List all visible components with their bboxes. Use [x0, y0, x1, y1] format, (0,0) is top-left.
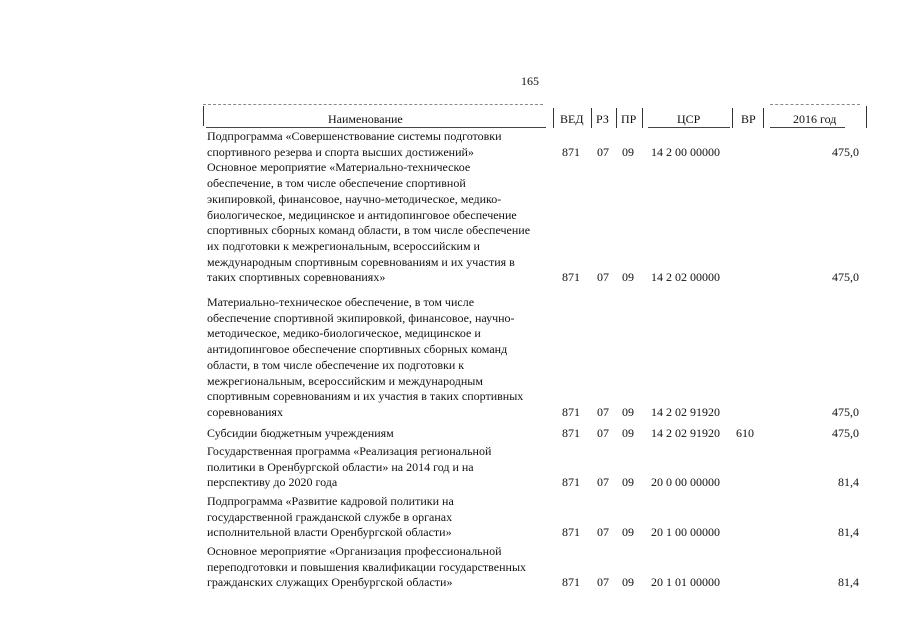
header-name: Наименование	[328, 112, 403, 126]
row-name-line: антидопинговое обеспечение спортивных сборных команд	[207, 342, 508, 357]
row-name-line: политики в Оренбургской области» на 2014 год и на	[207, 459, 474, 474]
row-csr: 20 1 01 00000	[651, 575, 720, 590]
row-name-line: биологическое, медицинское и антидопинговое обеспечение	[207, 207, 517, 222]
table-row	[0, 129, 905, 160]
row-name-line: исполнительной власти Оренбургской области»	[207, 525, 452, 540]
row-pr: 09	[622, 475, 634, 490]
header-csr: ЦСР	[677, 112, 701, 126]
header-rz: РЗ	[596, 112, 609, 126]
row-name-line: таких спортивных соревнованиях»	[207, 270, 386, 285]
table-row	[0, 444, 905, 491]
row-name-line: Основное мероприятие «Организация профессиональной	[207, 544, 502, 558]
row-csr: 20 0 00 00000	[651, 475, 720, 490]
row-name	[207, 160, 552, 286]
header-divider-ved	[553, 108, 554, 128]
header-year: 2016 год	[793, 112, 837, 126]
table-row	[0, 494, 905, 541]
row-name-line: Субсидии бюджетным учреждениям	[207, 426, 394, 440]
header-top-rule-right	[770, 104, 860, 105]
row-sum: 475,0	[832, 425, 859, 440]
row-name-line: Материально-техническое обеспечение, в том числе	[207, 295, 475, 309]
row-name-line: перспективу до 2020 года	[207, 475, 338, 490]
row-name-line: обеспечение, в том числе обеспечение спортивной	[207, 176, 466, 191]
row-pr: 09	[622, 525, 634, 540]
row-name-line: методическое, медико-биологическое, медицинское и	[207, 326, 481, 341]
row-name-line: спортивным соревнованиям и их участия в таких спортивных	[207, 389, 524, 404]
row-name-line: спортивных сборных команд области, в том числе обеспечение	[207, 223, 531, 238]
row-pr: 09	[622, 425, 634, 440]
row-ved: 871	[562, 425, 580, 440]
row-sum: 475,0	[832, 270, 859, 285]
header-divider-pr	[616, 108, 617, 128]
row-name	[207, 494, 552, 541]
row-ved: 871	[562, 270, 580, 285]
header-right-border	[866, 106, 867, 128]
row-csr: 14 2 00 00000	[651, 144, 720, 159]
row-csr: 14 2 02 00000	[651, 270, 720, 285]
header-csr-rule	[648, 127, 730, 128]
header-divider-vr	[732, 108, 733, 128]
header-name-rule	[206, 127, 546, 128]
table-row	[0, 426, 905, 442]
row-name	[207, 426, 552, 442]
header-divider-rz	[591, 108, 592, 128]
table-row	[0, 160, 905, 286]
header-divider-year	[763, 108, 764, 128]
row-ved: 871	[562, 144, 580, 159]
row-name-line: Государственная программа «Реализация региональной	[207, 444, 492, 458]
header-year-rule	[770, 127, 845, 128]
row-ved: 871	[562, 525, 580, 540]
row-rz: 07	[597, 475, 609, 490]
row-pr: 09	[622, 575, 634, 590]
row-sum: 81,4	[838, 575, 859, 590]
header-left-border	[203, 106, 204, 126]
row-name-line: государственной гражданской службе в органах	[207, 509, 453, 524]
row-name	[207, 295, 552, 421]
row-pr: 09	[622, 270, 634, 285]
row-name-line: их подготовки к межрегиональным, всероссийским и	[207, 238, 480, 253]
row-pr: 09	[622, 404, 634, 419]
page-number: 165	[521, 74, 539, 88]
row-name-line: Основное мероприятие «Материально-техническое	[207, 160, 471, 175]
header-top-rule	[203, 104, 543, 105]
row-ved: 871	[562, 404, 580, 419]
row-sum: 81,4	[838, 475, 859, 490]
row-rz: 07	[597, 270, 609, 285]
row-name-line: обеспечение спортивной экипировкой, финансовое, научно-	[207, 310, 515, 325]
row-rz: 07	[597, 575, 609, 590]
row-csr: 14 2 02 91920	[651, 404, 720, 419]
row-name-line: межрегиональным, всероссийским и международным	[207, 373, 483, 388]
row-vr: 610	[736, 425, 754, 440]
row-name-line: переподготовки и повышения квалификации государственных	[207, 559, 527, 574]
row-rz: 07	[597, 525, 609, 540]
row-sum: 475,0	[832, 144, 859, 159]
header-ved: ВЕД	[560, 112, 584, 126]
header-pr: ПР	[621, 112, 637, 126]
row-name	[207, 544, 552, 591]
row-sum: 81,4	[838, 525, 859, 540]
row-name-line: спортивного резерва и спорта высших достижений»	[207, 144, 474, 159]
row-ved: 871	[562, 475, 580, 490]
row-name	[207, 444, 552, 491]
header-divider-csr	[642, 108, 643, 128]
row-name-line: международным спортивным соревнованиям и их участия в	[207, 254, 515, 269]
row-name-line: экипировкой, финансовое, научно-методическое, медико-	[207, 191, 502, 206]
row-csr: 14 2 02 91920	[651, 425, 720, 440]
header-vr: ВР	[741, 112, 756, 126]
row-name-line: соревнованиях	[207, 404, 283, 419]
row-ved: 871	[562, 575, 580, 590]
row-name	[207, 129, 552, 160]
row-pr: 09	[622, 144, 634, 159]
row-name-line: Подпрограмма «Развитие кадровой политики на	[207, 494, 454, 508]
row-csr: 20 1 00 00000	[651, 525, 720, 540]
table-row	[0, 544, 905, 591]
table-row	[0, 295, 905, 421]
row-rz: 07	[597, 404, 609, 419]
row-sum: 475,0	[832, 404, 859, 419]
row-name-line: Подпрограмма «Совершенствование системы подготовки	[207, 129, 502, 143]
row-name-line: гражданских служащих Оренбургской области»	[207, 575, 453, 590]
row-rz: 07	[597, 144, 609, 159]
row-name-line: области, в том числе обеспечение их подготовки к	[207, 357, 465, 372]
row-rz: 07	[597, 425, 609, 440]
